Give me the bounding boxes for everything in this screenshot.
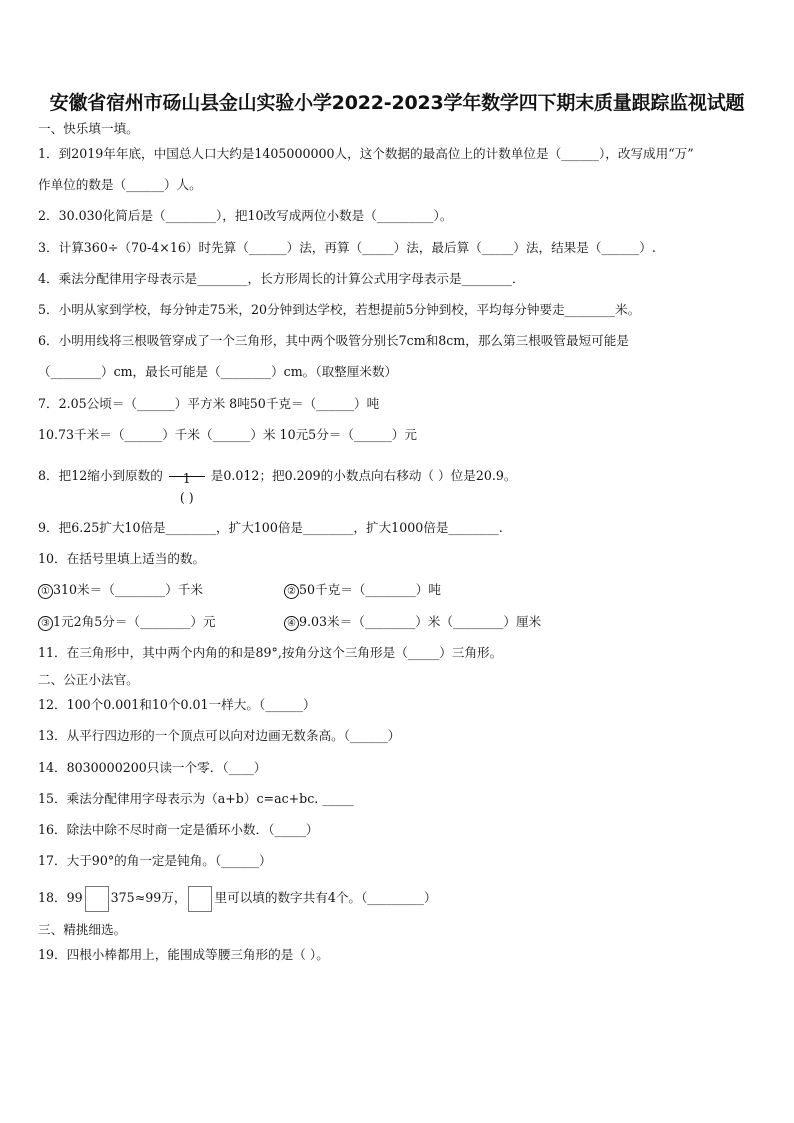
answer-box (188, 886, 212, 912)
circled-number-4: ④ (284, 616, 299, 631)
question-12: 12．100个0.001和10个0.01一样大。（______） (38, 697, 316, 712)
question-3: 3．计算360÷（70-4×16）时先算（______）法，再算（_____）法，最后算（_____）法，结果是（______）. (38, 240, 656, 255)
question-17: 17．大于90°的角一定是钝角。（______） (38, 853, 272, 868)
question-11: 11．在三角形中，其中两个内角的和是89°,按角分这个三角形是（_____）三角形。 (38, 645, 503, 660)
page-title: 安徽省宿州市砀山县金山实验小学2022-2023学年数学四下期末质量跟踪监视试题 (49, 92, 745, 114)
question-7-line-2: 10.73千米＝（______）千米（______）米 10元5分＝（______）元 (38, 427, 417, 442)
question-8-before: 8．把12缩小到原数的 (38, 468, 163, 483)
fraction (165, 457, 209, 505)
question-10-item-3 (38, 614, 216, 631)
question-15: 15．乘法分配律用字母表示为（a+b）c=ac+bc. _____ (38, 791, 354, 806)
question-16: 16．除法中除不尽时商一定是循环小数．（_____） (38, 822, 319, 837)
question-6-line-1: 6．小明用线将三根吸管穿成了一个三角形，其中两个吸管分别长7cm和8cm，那么第三根吸管最短可能是 (38, 333, 629, 348)
question-5: 5．小明从家到学校，每分钟走75米，20分钟到达学校，若想提前5分钟到校，平均每分钟要走________米。 (38, 302, 641, 317)
question-19: 19．四根小棒都用上，能围成等腰三角形的是（ ）。 (38, 947, 329, 962)
question-18-part-b: 375≈99万， (110, 890, 187, 905)
question-10-item-2 (284, 582, 441, 599)
question-7-line-1: 7．2.05公顷＝（______）平方米 8吨50千克＝（______）吨 (38, 396, 380, 411)
circled-number-3: ③ (38, 616, 53, 631)
circled-number-2: ② (284, 584, 299, 599)
fraction-denominator: ( ) (179, 489, 194, 505)
section-heading-3: 三、精挑细选。 (38, 922, 127, 937)
section-heading-1: 一、快乐填一填。 (38, 121, 139, 136)
answer-box (85, 886, 109, 912)
question-8 (38, 456, 517, 505)
question-10-item-1 (38, 582, 203, 599)
question-4: 4．乘法分配律用字母表示是________，长方形周长的计算公式用字母表示是________． (38, 271, 525, 286)
question-10: 10．在括号里填上适当的数。 (38, 551, 206, 566)
question-10-item-3-text: 1元2角5分＝（________）元 (53, 614, 216, 629)
question-18-part-c: 里可以填的数字共有4个。（_________） (214, 890, 437, 905)
question-10-item-4-text: 9.03米＝（________）米（________）厘米 (299, 614, 542, 629)
question-1-line-2: 作单位的数是（______）人。 (38, 177, 202, 192)
question-6-line-2: （________）cm，最长可能是（________）cm。（取整厘米数） (38, 364, 398, 379)
question-2: 2．30.030化简后是（________），把10改写成两位小数是（_________）。 (38, 208, 453, 223)
question-8-after: 是0.012；把0.209的小数点向右移动（ ）位是20.9。 (210, 468, 517, 483)
question-10-item-2-text: 50千克＝（________）吨 (299, 582, 441, 597)
question-1-line-1: 1．到2019年年底，中国总人口大约是1405000000人，这个数据的最高位上的计数单位是（______），改写成用“万” (38, 146, 694, 161)
circled-number-1: ① (38, 584, 53, 599)
question-14: 14．8030000200只读一个零．（____） (38, 760, 267, 775)
question-18-part-a: 18．99 (38, 890, 83, 905)
question-13: 13．从平行四边形的一个顶点可以向对边画无数条高。（______） (38, 728, 401, 743)
question-18 (38, 884, 437, 912)
section-heading-2: 二、公正小法官。 (38, 672, 139, 687)
question-10-item-1-text: 310米＝（________）千米 (53, 582, 203, 597)
fraction-bar (169, 476, 205, 477)
question-10-item-4 (284, 614, 541, 631)
fraction-numerator: 1 (182, 470, 191, 486)
question-9: 9．把6.25扩大10倍是________，扩大100倍是________，扩大1000倍是________. (38, 520, 503, 535)
